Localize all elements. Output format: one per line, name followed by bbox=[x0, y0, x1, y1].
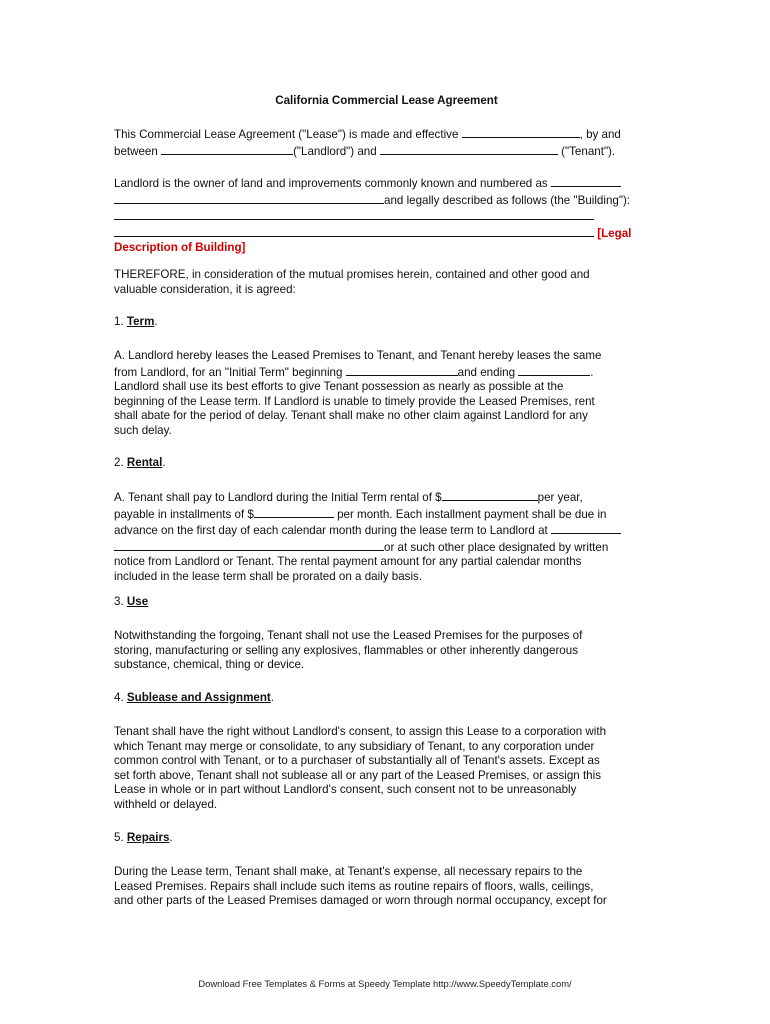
section-title: Term bbox=[126, 315, 155, 328]
section-number: 2. bbox=[114, 456, 127, 469]
intro-paragraph bbox=[114, 126, 659, 159]
section-text: or at such other place designated by written bbox=[384, 540, 609, 554]
section-punct: . bbox=[270, 691, 275, 704]
section-text: storing, manufacturing or selling any explosives, flammables or other inherently dangerous bbox=[114, 643, 578, 657]
section-text: shall abate for the period of delay. Tenant shall make no other claim against Landlord for any bbox=[114, 409, 588, 423]
term-begin-blank[interactable] bbox=[346, 364, 458, 376]
page-footer: Download Free Templates & Forms at Speedy Template http://www.SpeedyTemplate.com/ bbox=[198, 978, 572, 989]
intro-text: , by and bbox=[579, 128, 621, 141]
section-text: Tenant shall have the right without Landlord's consent, to assign this Lease to a corporation with bbox=[114, 725, 607, 738]
therefore-text: THEREFORE, in consideration of the mutual promises herein, contained and other good and bbox=[114, 268, 590, 281]
section-text: per year, bbox=[537, 491, 583, 504]
section-1-heading bbox=[114, 315, 659, 330]
section-text: such delay. bbox=[114, 423, 172, 437]
section-text: A. Landlord hereby leases the Leased Premises to Tenant, and Tenant hereby leases the same bbox=[114, 349, 602, 362]
monthly-rent-blank[interactable] bbox=[254, 506, 334, 518]
legal-description-blank-1[interactable] bbox=[114, 208, 594, 220]
section-text: Notwithstanding the forgoing, Tenant shall not use the Leased Premises for the purposes of bbox=[114, 629, 583, 642]
intro-text: This Commercial Lease Agreement ("Lease") is made and effective bbox=[114, 128, 462, 141]
building-text: and legally described as follows (the "Building"): bbox=[384, 193, 631, 207]
section-title: Sublease and Assignment bbox=[126, 691, 271, 704]
payment-address-blank-1[interactable] bbox=[551, 522, 621, 534]
section-text: and other parts of the Leased Premises damaged or worn through normal occupancy, except for bbox=[114, 894, 607, 908]
section-number: 5. bbox=[114, 831, 127, 844]
section-punct: . bbox=[162, 456, 166, 469]
building-address-blank[interactable] bbox=[114, 192, 384, 204]
intro-text: ("Tenant"). bbox=[557, 144, 616, 158]
section-text: substance, chemical, thing or device. bbox=[114, 658, 305, 672]
landlord-name-blank[interactable] bbox=[161, 143, 293, 155]
section-text: advance on the first day of each calendar month during the lease term to Landlord at bbox=[114, 524, 551, 538]
section-text: included in the lease term shall be prorated on a daily basis. bbox=[114, 569, 423, 583]
payment-address-blank-2[interactable] bbox=[114, 539, 384, 551]
section-text: from Landlord, for an "Initial Term" beginning bbox=[114, 365, 346, 379]
section-text: A. Tenant shall pay to Landlord during the Initial Term rental of $ bbox=[114, 491, 442, 504]
section-text: per month. Each installment payment shall be due in bbox=[333, 507, 607, 521]
section-text: notice from Landlord or Tenant. The rental payment amount for any partial calendar months bbox=[114, 555, 582, 569]
section-number: 1. bbox=[114, 315, 127, 328]
section-punct: . bbox=[169, 831, 173, 844]
section-text: set forth above, Tenant shall not sublease all or any part of the Leased Premises, or assign this bbox=[114, 768, 602, 782]
tenant-name-blank[interactable] bbox=[380, 143, 558, 155]
section-text: payable in installments of $ bbox=[114, 507, 254, 521]
section-1-body bbox=[114, 349, 659, 439]
section-text: common control with Tenant, or to a purchaser of substantially all of Tenant's assets. Except as bbox=[114, 754, 600, 768]
section-title: Rental bbox=[126, 456, 163, 469]
section-text: withheld or delayed. bbox=[114, 797, 218, 811]
section-5-heading bbox=[114, 831, 659, 846]
building-text: Landlord is the owner of land and improvements commonly known and numbered as bbox=[114, 177, 551, 190]
section-text: Leased Premises. Repairs shall include such items as routine repairs of floors, walls, ceilings, bbox=[114, 879, 594, 893]
intro-text: ("Landlord") and bbox=[293, 144, 380, 158]
building-paragraph bbox=[114, 175, 659, 256]
section-title: Repairs bbox=[126, 831, 170, 844]
section-3-body bbox=[114, 629, 659, 673]
building-number-blank[interactable] bbox=[551, 175, 621, 187]
section-text: beginning of the Lease term. If Landlord is unable to timely provide the Leased Premises, rent bbox=[114, 394, 595, 408]
section-2-body bbox=[114, 489, 659, 585]
section-3-heading bbox=[114, 595, 659, 610]
section-number: 4. bbox=[114, 691, 127, 704]
section-text: which Tenant may merge or consolidate, to any subsidiary of Tenant, to any corporation under bbox=[114, 739, 595, 753]
legal-description-tag: Description of Building] bbox=[114, 241, 246, 255]
section-4-heading bbox=[114, 691, 659, 706]
section-number: 3. bbox=[114, 595, 127, 608]
term-end-blank[interactable] bbox=[518, 364, 590, 376]
section-5-body bbox=[114, 865, 659, 909]
therefore-paragraph bbox=[114, 268, 659, 297]
therefore-text: valuable consideration, it is agreed: bbox=[114, 282, 296, 296]
section-text: and ending bbox=[457, 365, 519, 379]
legal-description-blank-2[interactable] bbox=[114, 225, 594, 237]
intro-text: between bbox=[114, 144, 162, 158]
legal-description-tag: [Legal bbox=[597, 226, 632, 240]
section-punct: . bbox=[154, 315, 158, 328]
section-text: Landlord shall use its best efforts to give Tenant possession as nearly as possible at the bbox=[114, 380, 564, 394]
section-text: . bbox=[590, 365, 594, 379]
section-title: Use bbox=[126, 595, 149, 608]
annual-rent-blank[interactable] bbox=[442, 489, 538, 501]
effective-date-blank[interactable] bbox=[462, 126, 580, 138]
section-text: Lease in whole or in part without Landlord's consent, such consent not to be unreasonably bbox=[114, 783, 577, 797]
section-4-body bbox=[114, 725, 659, 813]
document-title: California Commercial Lease Agreement bbox=[275, 94, 498, 107]
section-text: During the Lease term, Tenant shall make, at Tenant's expense, all necessary repairs to the bbox=[114, 865, 583, 878]
section-2-heading bbox=[114, 456, 659, 471]
